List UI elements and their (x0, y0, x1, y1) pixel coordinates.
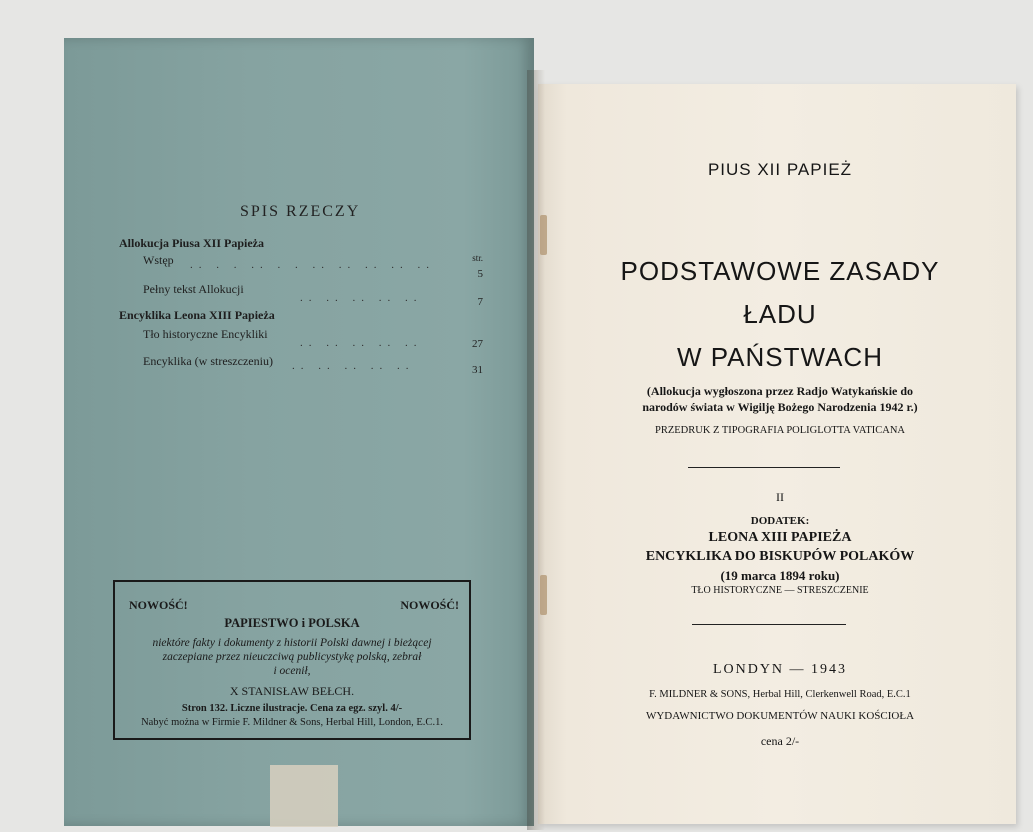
title-line-3: W PAŃSTWACH (677, 342, 883, 372)
toc-leader-dots: .. .. .. .. .. (300, 292, 423, 304)
toc-page-5: 5 (477, 268, 483, 280)
toc-section-encyklika: Encyklika Leona XIII Papieża (119, 308, 275, 322)
appendix-line-1: LEONA XIII PAPIEŻA (708, 530, 852, 545)
price-line: cena 2/- (760, 734, 800, 748)
toc-page-31: 31 (472, 364, 483, 376)
part-number: II (776, 490, 784, 504)
ad-novelty-right: NOWOŚĆ! (400, 598, 459, 612)
appendix-line-3: (19 marca 1894 roku) (720, 568, 840, 583)
ad-order-info: Nabyć można w Firmie F. Mildner & Sons, Herbal Hill, London, E.C.1. (141, 717, 443, 728)
publisher-line: F. MILDNER & SONS, Herbal Hill, Clerkenwell Road, E.C.1 (649, 689, 911, 700)
ad-description-1: niektóre fakty i dokumenty z historii Polski dawnej i bieżącej (152, 637, 432, 649)
title-line-2: ŁADU (743, 299, 817, 329)
toc-item-tlo: Tło historyczne Encykliki (143, 327, 268, 341)
toc-leader-dots: .. .. .. .. .. (300, 337, 423, 349)
toc-page-27: 27 (472, 338, 483, 350)
toc-leader-dots: .. .. .. .. .. (292, 360, 415, 372)
ad-novelty-left: NOWOŚĆ! (129, 598, 188, 612)
imprint-line: WYDAWNICTWO DOKUMENTÓW NAUKI KOŚCIOŁA (645, 710, 915, 722)
toc-item-pelny-tekst: Pełny tekst Allokucji (143, 282, 244, 296)
appendix-line-2: ENCYKLIKA DO BISKUPÓW POLAKÓW (645, 549, 915, 564)
staple-bottom (540, 575, 547, 615)
ad-author: X STANISŁAW BEŁCH. (229, 684, 355, 698)
ad-title: PAPIESTWO i POLSKA (224, 616, 360, 630)
book-spine (527, 70, 545, 830)
reprint-note: PRZEDRUK Z TIPOGRAFIA POLIGLOTTA VATICANA (654, 425, 905, 436)
appendix-line-4: TŁO HISTORYCZNE — STRESZCZENIE (691, 585, 869, 596)
appendix-label: DODATEK: (750, 515, 810, 527)
divider-rule (688, 467, 840, 468)
divider-rule (692, 624, 846, 625)
advertisement-box (113, 580, 471, 740)
subtitle-line-1: (Allokucja wygłoszona przez Radjo Watykańskie do (646, 384, 914, 398)
author-name: PIUS XII PAPIEŻ (707, 160, 853, 179)
toc-section-allokucja: Allokucja Piusa XII Papieża (119, 236, 265, 250)
toc-leader-dots: .. . . .. . . .. .. .. .. .. (190, 259, 435, 271)
staple-top (540, 215, 547, 255)
toc-item-wstep: Wstęp (143, 253, 174, 267)
place-year: LONDYN — 1943 (712, 662, 848, 677)
toc-page-7: 7 (477, 296, 483, 308)
ad-description-2: zaczepiane przez nieuczciwą publicystykę polską, zebrał (162, 651, 422, 663)
ad-description-3: i ocenił, (273, 665, 311, 677)
ad-details: Stron 132. Liczne ilustracje. Cena za egz. szyl. 4/- (181, 703, 403, 714)
toc-str-label: str. (472, 253, 483, 263)
toc-title: SPIS RZECZY (240, 203, 361, 220)
toc-item-encyklika-streszczenie: Encyklika (w streszczeniu) (143, 354, 273, 368)
tape-patch (270, 765, 338, 827)
subtitle-line-2: narodów świata w Wigilję Bożego Narodzenia 1942 r.) (642, 400, 918, 414)
title-line-1: PODSTAWOWE ZASADY (620, 256, 940, 286)
